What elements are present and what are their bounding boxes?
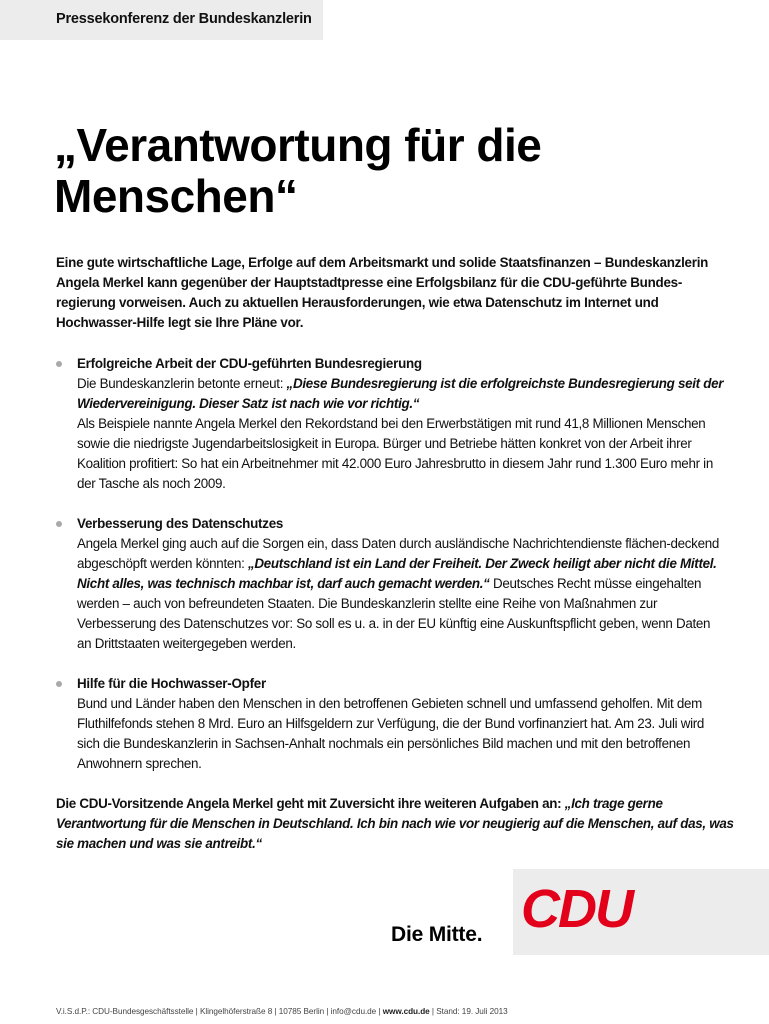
bullet-icon bbox=[56, 361, 62, 367]
section-body bbox=[77, 534, 726, 654]
title-line-1: „Verantwortung für die bbox=[54, 119, 542, 171]
section-intro: Angela Merkel ging auch auf die Sorgen ein, dass Daten durch ausländische Nachrichtendienste flächen-deckend abgeschöpft werden könnten: bbox=[77, 536, 720, 571]
section-body bbox=[77, 374, 726, 494]
footer-date: | Stand: 19. Juli 2013 bbox=[429, 1007, 508, 1016]
section-title: Hilfe für die Hochwasser-Opfer bbox=[77, 676, 266, 691]
closing-intro: Die CDU-Vorsitzende Angela Merkel geht mit Zuversicht ihre weiteren Aufgaben an: bbox=[56, 796, 565, 811]
cdu-logo-text: CDU bbox=[521, 885, 632, 935]
title-line-2: Menschen“ bbox=[54, 170, 298, 222]
header-label: Pressekonferenz der Bundeskanzlerin bbox=[56, 11, 312, 27]
bullet-icon bbox=[56, 681, 62, 687]
lead-paragraph: Eine gute wirtschaftliche Lage, Erfolge auf dem Arbeitsmarkt und solide Staatsfinanzen – Bundeskanzlerin Angela Merkel kann gegenüber der Hauptstadtpresse eine Erfolgsbilanz für die CDU-geführte Bundes-regierung vorweisen. Auch zu aktuellen Herausforderungen, wie etwa Datenschutz im Internet und Hochwasser-Hilfe legt sie Ihre Pläne vor. bbox=[56, 255, 709, 330]
bullet-icon bbox=[56, 521, 62, 527]
section-erfolgreiche-arbeit bbox=[56, 354, 726, 494]
cdu-logo-box bbox=[513, 869, 769, 955]
header-banner bbox=[0, 0, 323, 40]
section-text: Bund und Länder haben den Menschen in den betroffenen Gebieten schnell und umfassend geholfen. Mit dem Fluthilfefonds stehen 8 Mrd. Euro an Hilfsgeldern zur Verfügung, die der Bund vorfinanziert hat. Am 23. Juli wird sich die Bundeskanzlerin in Sachsen-Anhalt nochmals ein persönliches Bild machen und mit den betroffenen Anwohnern sprechen. bbox=[77, 696, 705, 771]
footer-website-link[interactable]: www.cdu.de bbox=[382, 1007, 430, 1016]
footer-imprint-text: V.i.S.d.P.: CDU-Bundesgeschäftsstelle | Klingelhöferstraße 8 | 10785 Berlin | info@cdu.de | bbox=[56, 1007, 383, 1016]
section-quote: „Deutschland ist ein Land der Freiheit. Der Zweck heiligt aber nicht die Mittel. Nicht alles, was technisch machbar ist, darf auch gemacht werden.“ bbox=[77, 556, 717, 591]
section-title: Erfolgreiche Arbeit der CDU-geführten Bundesregierung bbox=[77, 356, 422, 371]
page-title bbox=[54, 120, 541, 222]
cdu-logo bbox=[521, 885, 681, 935]
section-quote: „Diese Bundesregierung ist die erfolgreichste Bundesregierung seit der Wiedervereinigung. Dieser Satz ist nach wie vor richtig.“ bbox=[77, 376, 724, 411]
section-title: Verbesserung des Datenschutzes bbox=[77, 516, 284, 531]
footer-imprint bbox=[56, 1007, 508, 1016]
closing-paragraph bbox=[56, 794, 736, 854]
section-datenschutz bbox=[56, 514, 726, 654]
slogan: Die Mitte. bbox=[391, 923, 483, 946]
section-text: Deutsches Recht müsse eingehalten werden – auch von befreundeten Staaten. Die Bundeskanzlerin stellte eine Reihe von Maßnahmen zur Verbesserung des Datenschutzes vor: So soll es u. a. in der EU künftig eine Auskunftspflicht geben, wenn Daten an Drittstaaten weitergegeben werden. bbox=[77, 576, 711, 651]
section-hochwasser bbox=[56, 674, 726, 774]
section-intro: Die Bundeskanzlerin betonte erneut: bbox=[77, 376, 287, 391]
closing-quote: „Ich trage gerne Verantwortung für die Menschen in Deutschland. Ich bin nach wie vor neugierig auf die Menschen, auf das, was sie machen und was sie antreibt.“ bbox=[56, 796, 734, 851]
section-text: Als Beispiele nannte Angela Merkel den Rekordstand bei den Erwerbstätigen mit rund 41,8 Millionen Menschen sowie die niedrigste Jugendarbeitslosigkeit in Europa. Bürger und Betriebe hätten konkret von der Arbeit ihrer Koalition profitiert: So hat ein Arbeitnehmer mit 42.000 Euro Jahresbrutto in diesem Jahr rund 1.300 Euro mehr in der Tasche als noch 2009. bbox=[77, 416, 713, 491]
